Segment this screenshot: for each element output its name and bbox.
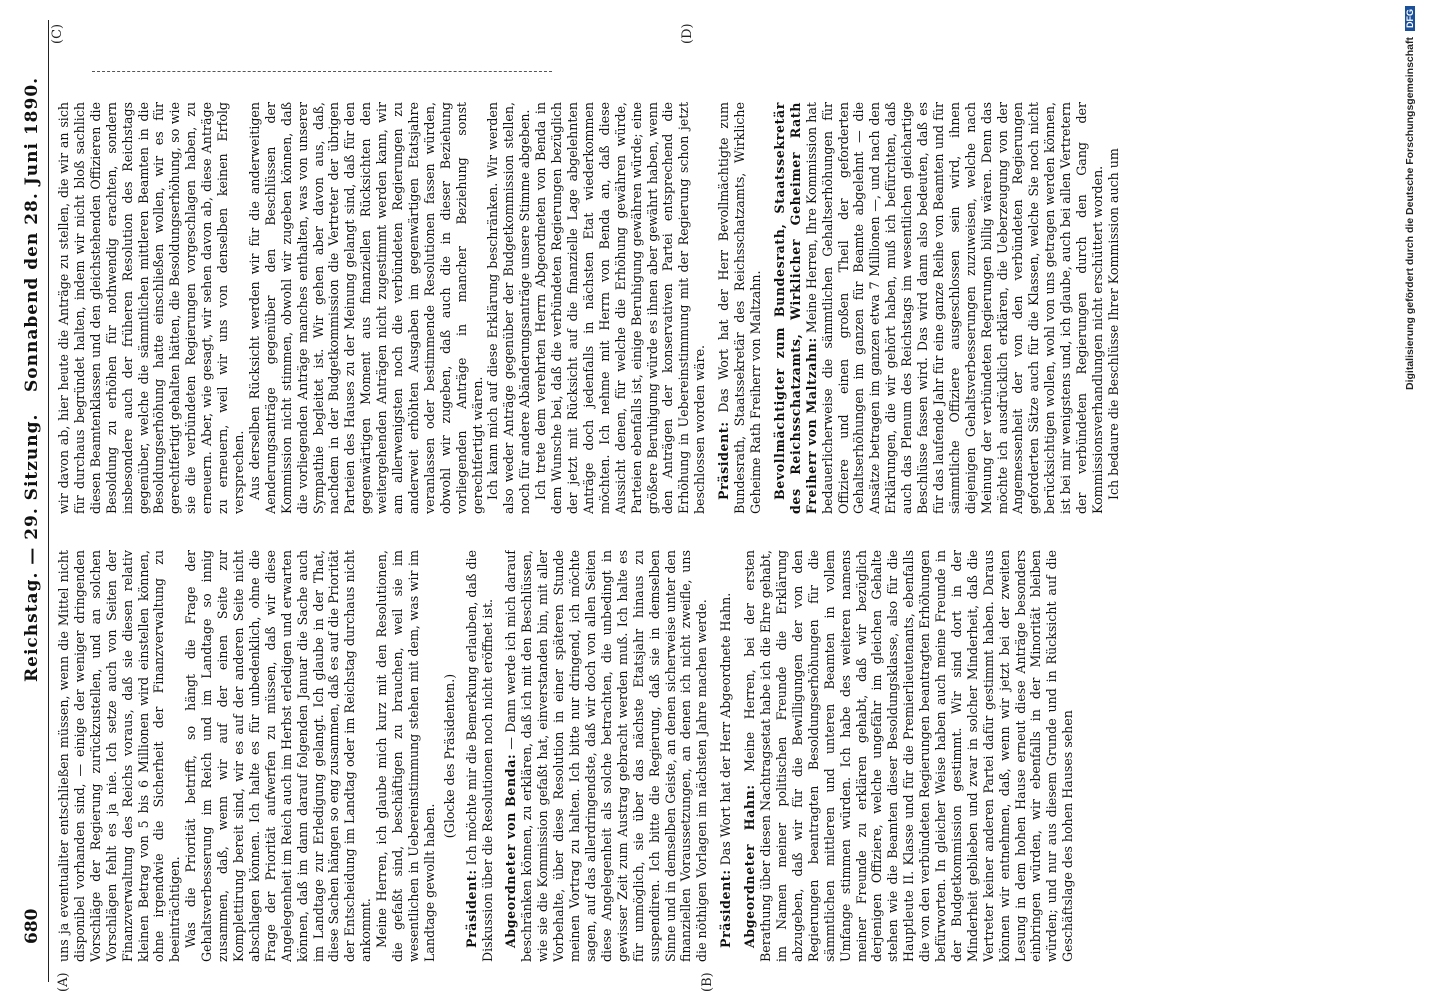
margin-mark-c: (C) [50,23,65,44]
speaker-name: Bevollmächtigter zum Bundesrath, Staatssekretär des Reichsschatzamts, Wirklicher Geheimer Rath Freiherr von Maltzahn: [771,102,819,514]
paragraph: wir davon ab, hier heute die Anträge zu stellen, die wir an sich für durchaus begründet halten, indem wir nicht bloß sachlich diesen Beamtenklassen und den gleichstehenden Offizieren die Besoldung zu erhöhen für nothwendig erachten, sondern insbesondere auch der früheren Resolution des Reichstags gegenüber, welche die sämmtlichen mittleren Beamten in die Besoldungserhöhung hatte einschließen wollen, wir es für gerechtfertigt gehalten hätten, die Besoldungserhöhung, so wie sie die verbündeten Regierungen vorgeschlagen haben, zu erneuern. Aber, wie gesagt, wir sehen davon ab, diese Anträge zu erneuern, weil wir uns von denselben keinen Erfolg versprechen. [56,102,246,514]
speech-paragraph [503,550,710,962]
speech-text: Das Wort hat der Herr Abgeordnete Hahn. [718,592,734,866]
speech-paragraph [742,550,1076,962]
speaker-name: Präsident: [716,421,732,500]
left-column [56,550,1386,962]
paragraph: Was die Priorität betrifft, so hängt die Frage der Gehaltsverbesserung im Reich und im Landtage so innig zusammen, daß, wenn wir auf der einen Seite zur Komplettirung bereit sind, wir es auf der anderen Seite nicht abschlagen können. Ich halte es für unbedenklich, ohne die Frage der Priorität aufwerfen zu müssen, daß wir diese Angelegenheit im Reich auch im Herbst erledigen und erwarten können, daß im dann darauf folgenden Januar die Sache auch im Landtage zur Erledigung gelangt. Ich glaube in der That, diese Sachen hängen so eng zusammen, daß es auf die Priorität der Entscheidung im Landtag oder im Reichstag durchaus nicht ankommt. [183,550,374,962]
paragraph: Ich bedaure die Beschlüsse Ihrer Kommission auch um [1105,148,1121,500]
speech-text: Meine Herren, bei der ersten Berathung über diesen Nachtragsetat habe ich die Ehre gehabt, im Namen meiner politischen Freunde die Erklärung abzugeben, daß wir für die Bewilligungen der von den Regierungen beantragten Besoldungserhöhungen für die sämmtlichen mittleren und unteren Beamten in vollem Umfange stimmen würden. Ich habe des weiteren namens meiner Freunde zu erklären gehabt, daß wir bezüglich derjenigen Offiziere, welche ungefähr im gleichen Gehalte stehen wie die Beamten dieser Besoldungsklasse, also für die Hauptleute II. Klasse und für die Premierlieutenants, ebenfalls die von den verbündeten Regierungen beantragten Erhöhungen befürworten. In gleicher Weise haben auch meine Freunde in der Budgetkommission gestimmt. Wir sind dort in der Minderheit geblieben und zwar in solcher Minderheit, daß die Vertreter keiner anderen Partei dafür gestimmt haben. Daraus können wir entnehmen, daß, wenn wir jetzt bei der zweiten Lesung in dem hohen Hause erneut diese Anträge besonders einbringen würden, wir ebenfalls in der Minorität bleiben würden; und nur aus diesem Grunde und in Rücksicht auf die Geschäftslage des hohen Hauses sehen [742,550,1076,962]
margin-mark-d: (D) [680,23,695,44]
paragraph: Aus derselben Rücksicht werden wir für die anderweitigen Aenderungsanträge gegenüber den Beschlüssen der Kommission nicht stimmen, obwohl wir zugeben können, daß die vorliegenden Anträge manches enthalten, was von unserer Sympathie begleitet ist. Wir gehen aber davon aus, daß, nachdem in der Budgetkommission die Vertreter der übrigen Parteien des Hauses zu der Meinung gelangt sind, daß für den gegenwärtigen Moment aus finanziellen Rücksichten den weitergehenden Anträgen nicht zugestimmt werden kann, wir am allerwenigsten noch die verbündeten Regierungen zu anderweit erhöhten Ausgaben im gegenwärtigen Etatsjahre veranlassen oder bestimmende Resolutionen fassen würden, obwohl wir zugeben, daß auch die in dieser Beziehung vorliegenden Anträge in mancher Beziehung sonst gerechtfertigt wären. [246,102,485,514]
digitization-credit [1404,6,1426,746]
text-columns [50,23,1386,992]
speech-paragraph [464,550,496,962]
speaker-name: Abgeordneter von Benda: [503,753,519,948]
credit-text: Digitalisierung gefördert durch die Deutsche Forschungsgemeinschaft [1404,37,1416,390]
margin-mark-a: (A) [56,972,71,992]
speaker-name: Präsident: [463,869,479,948]
paragraph: Ich kann mich auf diese Erklärung beschränken. Wir werden also weder Anträge gegenüber der Budgetkommission stellen, noch für andere Abänderungsanträge unsere Stimme abgeben. [485,102,533,514]
speech-paragraph [718,550,734,962]
speech-text: — Dann werde ich mich darauf beschränken können, zu erklären, daß ich mit den Beschlüssen, wie sie die Kommission gefaßt hat, einverstanden bin, mit aller Vorbehalte, über diese Resolution in einer späteren Stunde meinen Vortrag zu halten. Ich bitte nur dringend, ich möchte sagen, auf das allerdringendste, daß wir doch von allen Seiten diese Angelegenheit als solche betrachten, die unbedingt in gewisser Zeit zum Austrag gebracht werden muß. Ich halte es für unmöglich, sie über das nächste Etatsjahr hinaus zu suspendiren. Ich bitte die Regierung, daß sie in demselben Sinne und in demselben Geiste, an denen sicherweise unter den finanziellen Voraussetzungen, an denen ich nicht zweifle, uns die nöthigen Vorlagen im nächsten Jahre machen werde. [503,550,710,962]
speaker-name: Abgeordneter Hahn: [742,784,758,948]
paragraph: Ich trete dem verehrten Herrn Abgeordneten von Benda in dem Wunsche bei, daß die verbündeten Regierungen bezüglich der jetzt mit Rücksicht auf die finanzielle Lage abgelehnten Anträge doch jedenfalls in nächsten Etat wiederkommen möchten. Ich nehme mit Herrn von Benda an, daß diese Aussicht denen, für welche die Erhöhung gewähren würde, Parteien ebenfalls ist, einige Beruhigung gewähren würde; eine größere Beruhigung würde es ihnen aber gewährt haben, wenn den Anträgen der konservativen Partei entsprechend die Erhöhung in Uebereinstimmung mit der Regierung schon jetzt beschlossen worden wäre. [533,102,708,514]
speech-paragraph [772,102,1106,514]
speech-paragraph [716,102,764,514]
right-column [56,102,1386,514]
margin-mark-b: (B) [700,972,715,992]
stage-direction: (Glocke des Präsidenten.) [441,673,457,839]
speech-text: Meine Herren, Ihre Kommission hat bedauerlicherweise die sämmtlichen Gehaltserhöhungen für Offiziere und einen großen Theil der geforderten Gehaltserhöhungen im ganzen für Beamte abgelehnt — die Ansätze betragen im ganzen etwa 7 Millionen —, und nach den Erklärungen, die wir gehört haben, muß ich befürchten, daß auch das Plenum des Reichstags im wesentlichen gleichartige Beschlüsse fassen wird. Das wird dann also bedeuten, daß es für das laufende Jahr für eine ganze Reihe von Beamten und für sämmtliche Offiziere ausgeschlossen sein wird, ihnen diejenigen Gehaltsverbesserungen zuzuweisen, welche nach Meinung der verbündeten Regierungen billig wären. Denn das möchte ich ausdrücklich erklären, die Ueberzeugung von der Angemessenheit der von den verbündeten Regierungen geforderten Sätze auch für die Klassen, welche Sie noch nicht berücksichtigen wollen, wohl von uns getragen werden können, ist bei mir wenigstens und, ich glaube, auch bei allen Vertretern der verbündeten Regierungen durch den Gang der Kommissionsverhandlungen nicht erschüttert worden. [803,102,1105,514]
session-date: Sonnabend den 28. Juni 1890. [22,76,42,392]
speech-text: Das Wort hat der Herr Bevollmächtigte zum Bundesrath, Staatssekretär des Reichsschatzamts, Wirkliche Geheime Rath Freiherr von Maltzahn. [716,102,763,514]
page-number: 680 [22,908,42,944]
paragraph: uns ja eventualiter entschließen müssen, wenn die Mittel nicht disponibel vorhanden sind, — einige der weniger dringenden Vorschläge der Regierung zurückzustellen, und an solchen Vorschlägen fehlt es ja nie. Ich setze auch von Seiten der Finanzverwaltung des Reichs voraus, daß sie diesen relativ kleinen Betrag von 5 bis 6 Millionen wird einstellen können, ohne irgendwie die Sicherheit der Finanzverwaltung zu beeinträchtigen. [56,550,183,962]
paragraph: Meine Herren, ich glaube mich kurz mit den Resolutionen, die gefaßt sind, beschäftigen zu brauchen, weil sie im wesentlichen in Uebereinstimmung stehen mit dem, was wir im Landtage gewollt haben. [374,550,437,962]
speaker-name: Präsident: [718,869,734,948]
column-rule [92,70,552,72]
running-head [14,20,49,982]
speech-text: Ich möchte mir die Bemerkung erlauben, daß die Diskussion über die Resolutionen noch nicht eröffnet ist. [463,550,495,962]
session-title: Reichstag. — 29. Sitzung. [22,413,42,682]
dfg-logo: DFG [1405,6,1415,31]
